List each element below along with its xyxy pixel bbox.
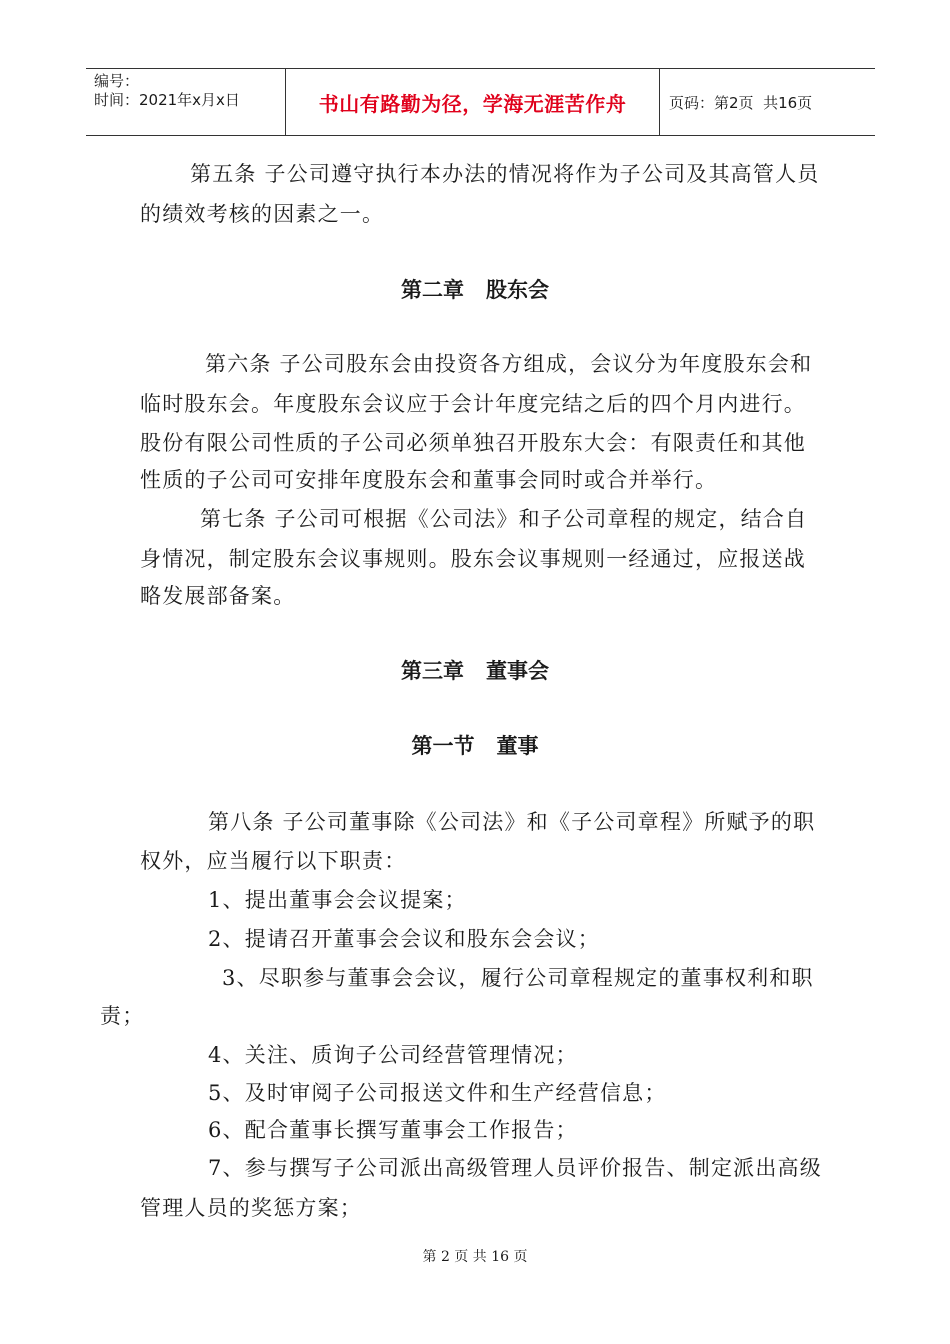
- article-7-line-1: 第七条 子公司可根据《公司法》和子公司章程的规定，结合自: [200, 507, 808, 531]
- duty-item-5: 5、及时审阅子公司报送文件和生产经营信息；: [208, 1081, 667, 1105]
- duty-item-6: 6、配合董事长撰写董事会工作报告；: [208, 1118, 578, 1142]
- duty-item-1: 1、提出董事会会议提案；: [208, 888, 467, 912]
- article-6-line-1: 第六条 子公司股东会由投资各方组成，会议分为年度股东会和: [205, 352, 813, 376]
- duty-item-4: 4、关注、质询子公司经营管理情况；: [208, 1043, 578, 1067]
- header-motto: 书山有路勤为径，学海无涯苦作舟: [286, 69, 660, 135]
- article-8-line-2: 权外，应当履行以下职责：: [140, 849, 407, 873]
- page-footer: 第 2 页 共 16 页: [422, 1249, 528, 1265]
- chapter-3-heading: 第三章 董事会: [401, 659, 549, 683]
- duty-item-7-line-1: 7、参与撰写子公司派出高级管理人员评价报告、制定派出高级: [208, 1156, 822, 1180]
- section-1-heading: 第一节 董事: [411, 734, 539, 758]
- date-label: 时间：2021年x月x日: [94, 91, 240, 109]
- chapter-2-heading: 第二章 股东会: [401, 278, 549, 302]
- article-7-line-3: 略发展部备案。: [140, 584, 296, 608]
- article-6-line-2: 临时股东会。年度股东会议应于会计年度完结之后的四个月内进行。: [140, 392, 806, 416]
- article-5-line-2: 的绩效考核的因素之一。: [140, 202, 385, 226]
- duty-item-3-line-1: 3、尽职参与董事会会议，履行公司章程规定的董事权利和职: [222, 966, 814, 990]
- header-meta: [86, 69, 286, 135]
- serial-number-label: 编号：: [94, 72, 140, 90]
- document-header: [86, 68, 875, 136]
- page-info-text: 页码：第2页 共16页: [669, 93, 813, 112]
- duty-item-7-line-2: 管理人员的奖惩方案；: [140, 1196, 362, 1220]
- duty-item-2: 2、提请召开董事会会议和股东会会议；: [208, 927, 600, 951]
- duty-item-3-line-2: 责；: [100, 1004, 145, 1028]
- article-6-line-4: 性质的子公司可安排年度股东会和董事会同时或合并举行。: [140, 468, 718, 492]
- article-7-line-2: 身情况，制定股东会议事规则。股东会议事规则一经通过，应报送战: [140, 547, 806, 571]
- article-5-line-1: 第五条 子公司遵守执行本办法的情况将作为子公司及其高管人员: [190, 162, 820, 186]
- article-8-line-1: 第八条 子公司董事除《公司法》和《子公司章程》所赋予的职: [208, 810, 816, 834]
- header-page-info: [660, 69, 875, 135]
- article-6-line-3: 股份有限公司性质的子公司必须单独召开股东大会：有限责任和其他: [140, 431, 806, 455]
